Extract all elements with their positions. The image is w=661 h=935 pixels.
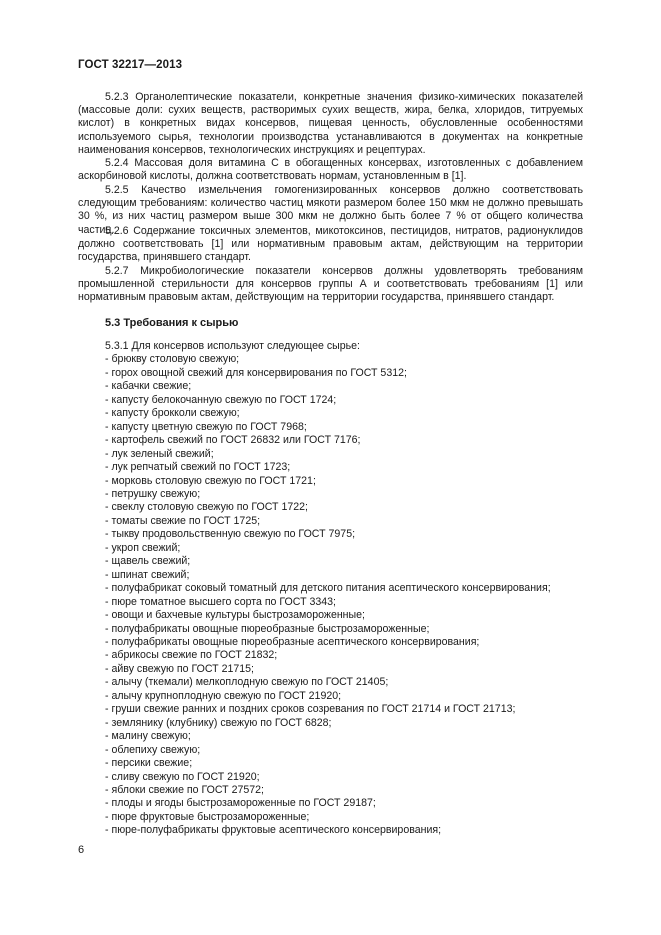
paragraph-5-2-4 bbox=[78, 157, 583, 183]
list-item: - алычу крупноплодную свежую по ГОСТ 21920; bbox=[105, 690, 583, 703]
list-item: - шпинат свежий; bbox=[105, 569, 583, 582]
list-item: - укроп свежий; bbox=[105, 542, 583, 555]
list-item: - полуфабрикаты овощные пюреобразные асептического консервирования; bbox=[105, 636, 583, 649]
list-intro: 5.3.1 Для консервов используют следующее сырье: bbox=[105, 340, 360, 352]
list-item: - горох овощной свежий для консервирования по ГОСТ 5312; bbox=[105, 367, 583, 380]
list-item: - петрушку свежую; bbox=[105, 488, 583, 501]
raw-materials-list bbox=[105, 340, 583, 838]
list-item: - лук зеленый свежий; bbox=[105, 448, 583, 461]
list-item: - айву свежую по ГОСТ 21715; bbox=[105, 663, 583, 676]
list-item: - абрикосы свежие по ГОСТ 21832; bbox=[105, 649, 583, 662]
list-item: - морковь столовую свежую по ГОСТ 1721; bbox=[105, 475, 583, 488]
paragraph-5-2-6 bbox=[78, 225, 583, 265]
section-title: 5.3 Требования к сырью bbox=[105, 317, 239, 329]
paragraph-5-2-3 bbox=[78, 91, 583, 157]
page-number: 6 bbox=[78, 844, 85, 856]
list-item: - груши свежие ранних и поздних сроков созревания по ГОСТ 21714 и ГОСТ 21713; bbox=[105, 703, 583, 716]
document-header: ГОСТ 32217—2013 bbox=[78, 59, 183, 71]
paragraph-text: 5.2.6 Содержание токсичных элементов, микотоксинов, пестицидов, нитратов, радионуклидов должно соответствовать [1] или нормативным правовым актам, действующим на территории государства, принявшего стандарт. bbox=[78, 225, 583, 264]
paragraph-text: 5.2.5 Качество измельчения гомогенизированных консервов должно соответствовать следующим требованиям: количество частиц мякоти размером более 150 мкм не должно превышать 30 %, из них частиц размером выше 300 мкм не должно быть более 7 % от общего количества частиц. bbox=[78, 184, 583, 236]
list-item: - томаты свежие по ГОСТ 1725; bbox=[105, 515, 583, 528]
list-item: - пюре-полуфабрикаты фруктовые асептического консервирования; bbox=[105, 824, 583, 837]
list-item: - капусту брокколи свежую; bbox=[105, 407, 583, 420]
list-item: - землянику (клубнику) свежую по ГОСТ 6828; bbox=[105, 717, 583, 730]
list-item: - персики свежие; bbox=[105, 757, 583, 770]
list-item: - лук репчатый свежий по ГОСТ 1723; bbox=[105, 461, 583, 474]
list-item: - полуфабрикаты овощные пюреобразные быстрозамороженные; bbox=[105, 623, 583, 636]
list-item: - полуфабрикат соковый томатный для детского питания асептического консервирования; bbox=[105, 582, 583, 595]
list-item: - плоды и ягоды быстрозамороженные по ГОСТ 29187; bbox=[105, 797, 583, 810]
paragraph-text: 5.2.4 Массовая доля витамина С в обогащенных консервах, изготовленных с добавлением аскорбиновой кислоты, должна соответствовать нормам, установленным в [1]. bbox=[78, 157, 583, 183]
paragraph-5-2-7 bbox=[78, 265, 583, 305]
list-item: - пюре фруктовые быстрозамороженные; bbox=[105, 811, 583, 824]
list-item: - овощи и бахчевые культуры быстрозамороженные; bbox=[105, 609, 583, 622]
list-item: - пюре томатное высшего сорта по ГОСТ 3343; bbox=[105, 596, 583, 609]
list-item: - алычу (ткемали) мелкоплодную свежую по ГОСТ 21405; bbox=[105, 676, 583, 689]
list-item: - капусту цветную свежую по ГОСТ 7968; bbox=[105, 421, 583, 434]
list-item: - брюкву столовую свежую; bbox=[105, 353, 583, 366]
list-item: - малину свежую; bbox=[105, 730, 583, 743]
list-item: - свеклу столовую свежую по ГОСТ 1722; bbox=[105, 501, 583, 514]
list bbox=[105, 353, 583, 837]
list-item: - сливу свежую по ГОСТ 21920; bbox=[105, 771, 583, 784]
list-item: - облепиху свежую; bbox=[105, 744, 583, 757]
paragraph-text: 5.2.3 Органолептические показатели, конкретные значения физико-химических показателей (массовые доли: сухих веществ, растворимых сухих веществ, жира, белка, хлоридов, титруемых кислот) в конкретных видах консервов, пищевая ценность, обусловленные особенностями используемого сырья, технологии производства устанавливаются в документах на конкретные наименования консервов, технологических инструкциях и рецептурах. bbox=[78, 91, 583, 156]
paragraph-text: 5.2.7 Микробиологические показатели консервов должны удовлетворять требованиям промышленной стерильности для консервов группы А и соответствовать требованиям [1] или нормативным правовым актам, действующим на территории государства, принявшего стандарт. bbox=[78, 265, 583, 304]
list-item: - картофель свежий по ГОСТ 26832 или ГОСТ 7176; bbox=[105, 434, 583, 447]
list-item: - кабачки свежие; bbox=[105, 380, 583, 393]
list-item: - тыкву продовольственную свежую по ГОСТ 7975; bbox=[105, 528, 583, 541]
list-item: - яблоки свежие по ГОСТ 27572; bbox=[105, 784, 583, 797]
list-item: - щавель свежий; bbox=[105, 555, 583, 568]
list-item: - капусту белокочанную свежую по ГОСТ 1724; bbox=[105, 394, 583, 407]
